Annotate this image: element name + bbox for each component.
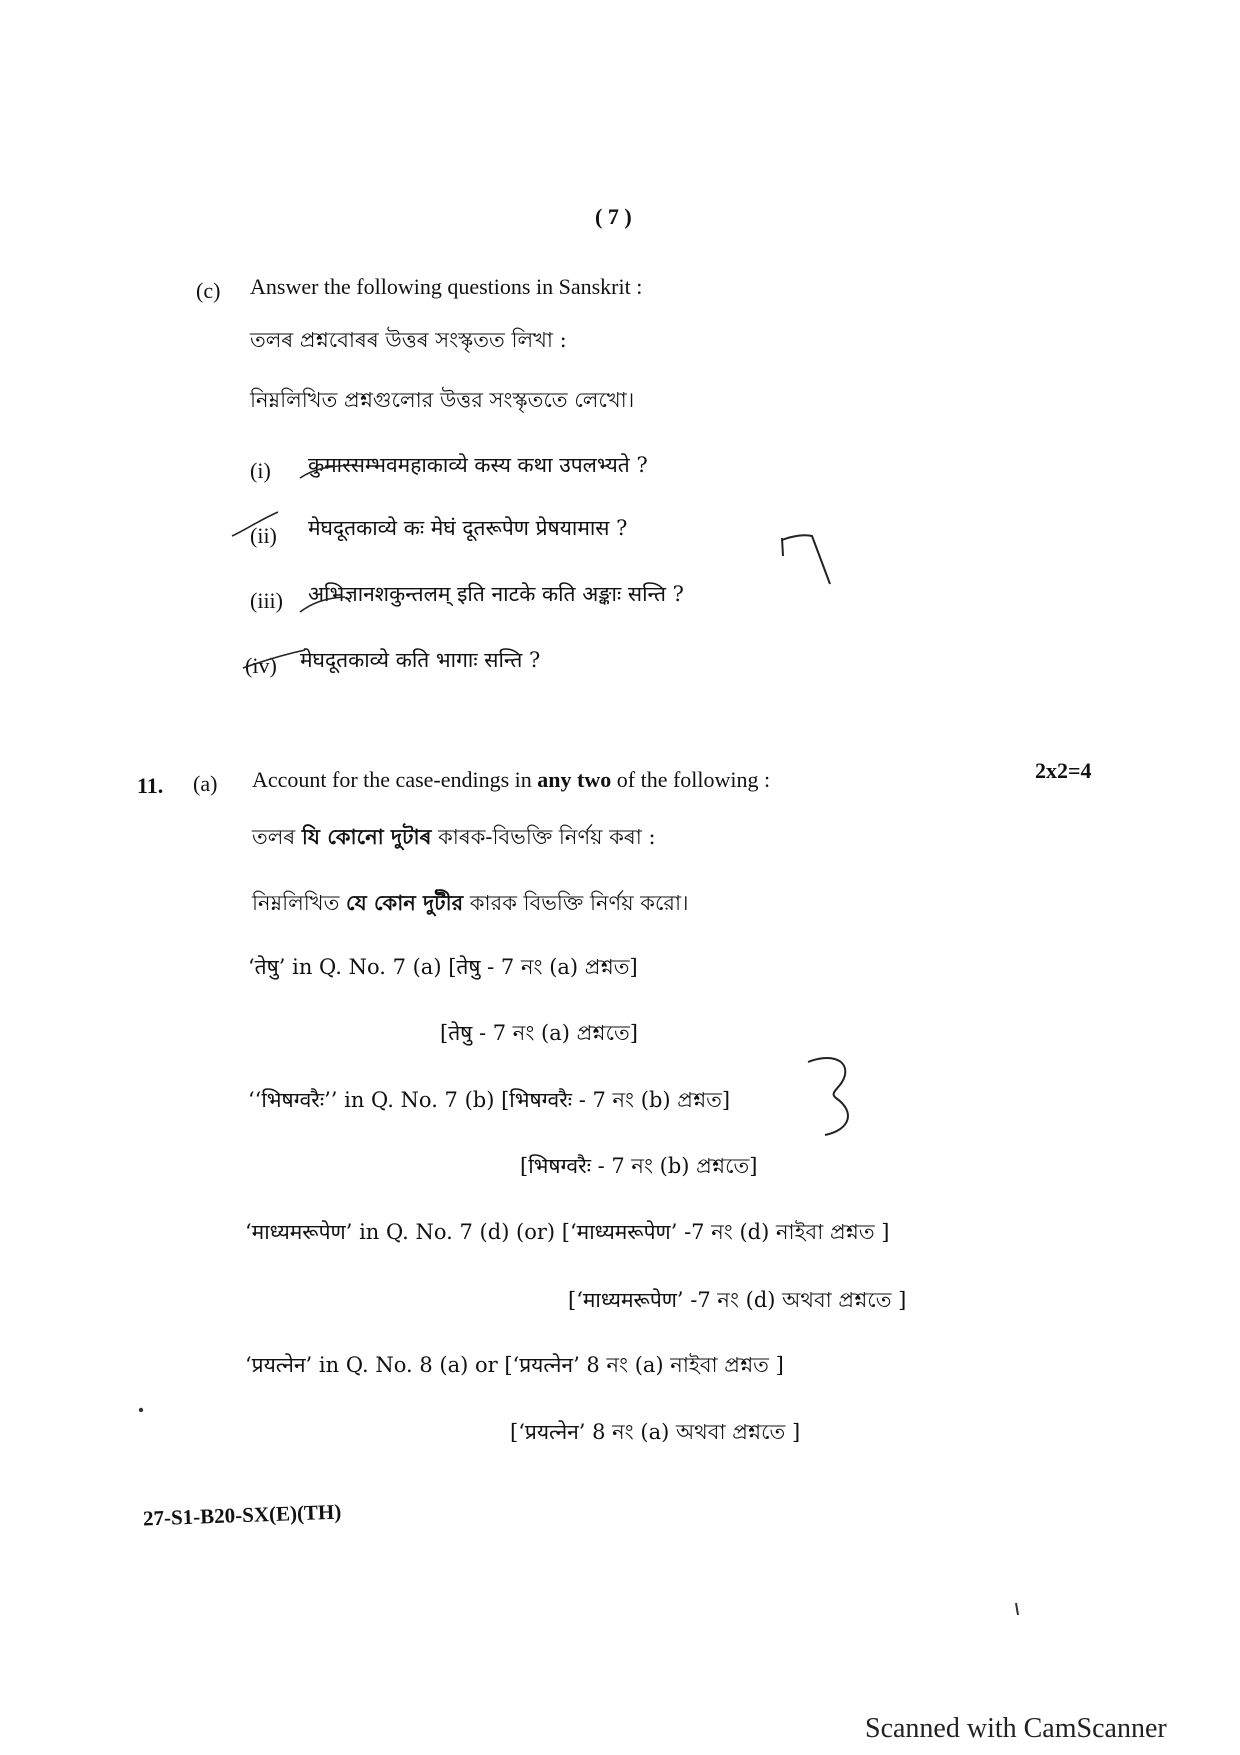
instruction-text: of the following : bbox=[616, 767, 771, 792]
stray-dot bbox=[139, 1408, 143, 1412]
instruction-text: Account for the case-endings in bbox=[252, 767, 532, 792]
pen-tick-mark bbox=[232, 512, 278, 536]
q10c-item-text: मेघदूतकाव्ये कः मेघं दूतरूपेण प्रेषयामास ? bbox=[308, 516, 628, 540]
q10c-instruction-english: Answer the following questions in Sanskrit : bbox=[250, 274, 643, 299]
q10c-item-text: कुमारसम्भवमहाकाव्ये कस्य कथा उपलभ्यते ? bbox=[308, 453, 648, 477]
q11-item-main: ‘‘भिषग्वरैः’’ in Q. No. 7 (b) [भिषग्वरैः - 7 নং (b) প্ৰশ্নত] bbox=[248, 1088, 731, 1112]
score-mark-three bbox=[808, 1058, 848, 1135]
pen-stroke-mark bbox=[300, 597, 345, 612]
q10c-item-text: अभिज्ञानशकुन्तलम् इति नाटके कति अङ्काः सन्ति ? bbox=[308, 582, 684, 606]
instruction-emphasis: any two bbox=[537, 767, 612, 792]
q10c-item-number: (i) bbox=[250, 458, 271, 483]
q11-item-alt: [तेषु - 7 নং (a) প্রশ্নতে] bbox=[440, 1021, 638, 1045]
score-mark-seven bbox=[782, 535, 830, 584]
instruction-text: কারক বিভক্তি নির্ণয় করো। bbox=[469, 891, 689, 915]
instruction-text: নিম্নলিখিত bbox=[252, 891, 340, 915]
stray-mark bbox=[1016, 1603, 1018, 1615]
q11-item-alt: [‘प्रयत्नेन’ 8 নং (a) অথবা প্রশ্নতে ] bbox=[510, 1420, 801, 1444]
q11-item-main: ‘माध्यमरूपेण’ in Q. No. 7 (d) (or) [‘माध्यमरूपेण’ -7 নং (d) নাইবা প্ৰশ্নত ] bbox=[245, 1220, 890, 1244]
q11-item-alt: [भिषग्वरैः - 7 নং (b) প্রশ্নতে] bbox=[520, 1154, 758, 1178]
q11-item-main: ‘तेषु’ in Q. No. 7 (a) [तेषु - 7 নং (a) প্ৰশ্নত] bbox=[248, 955, 638, 979]
q10c-item-number: (iv) bbox=[245, 653, 277, 678]
q11-sub-label: (a) bbox=[193, 771, 218, 796]
q11-item-main: ‘प्रयत्नेन’ in Q. No. 8 (a) or [‘प्रयत्नेन’ 8 নং (a) নাইবা প্ৰশ্নত ] bbox=[245, 1353, 784, 1377]
instruction-text: কাৰক-বিভক্তি নিৰ্ণয় কৰা : bbox=[438, 825, 656, 849]
instruction-text: তলৰ bbox=[252, 825, 296, 849]
q10c-item-number: (ii) bbox=[250, 523, 277, 548]
pen-stroke-mark bbox=[300, 465, 355, 478]
instruction-emphasis: যে কোন দুটীর bbox=[346, 890, 464, 915]
q11-number: 11. bbox=[137, 773, 164, 798]
q10c-instruction-assamese: তলৰ প্ৰশ্নবোৰৰ উত্তৰ সংস্কৃতত লিখা : bbox=[250, 328, 567, 352]
q10c-instruction-bengali: নিম্নলিখিত প্রশ্নগুলোর উত্তর সংস্কৃততে লেখো। bbox=[250, 388, 635, 412]
q10c-item-text: मेघदूतकाव्ये कति भागाः सन्ति ? bbox=[300, 648, 541, 672]
instruction-emphasis: যি কোনো দুটাৰ bbox=[301, 824, 432, 849]
page-number: ( 7 ) bbox=[595, 204, 632, 229]
paper-code: 27-S1-B20-SX(E)(TH) bbox=[142, 1499, 342, 1531]
pen-strike-mark bbox=[243, 650, 305, 668]
q10c-label: (c) bbox=[196, 278, 221, 303]
q10c-item-number: (iii) bbox=[250, 588, 283, 613]
q11-item-alt: [‘माध्यमरूपेण’ -7 নং (d) অথবা প্রশ্নতে ] bbox=[568, 1288, 907, 1312]
q11-marks: 2x2=4 bbox=[1035, 758, 1092, 783]
camscanner-watermark: Scanned with CamScanner bbox=[865, 1713, 1167, 1744]
